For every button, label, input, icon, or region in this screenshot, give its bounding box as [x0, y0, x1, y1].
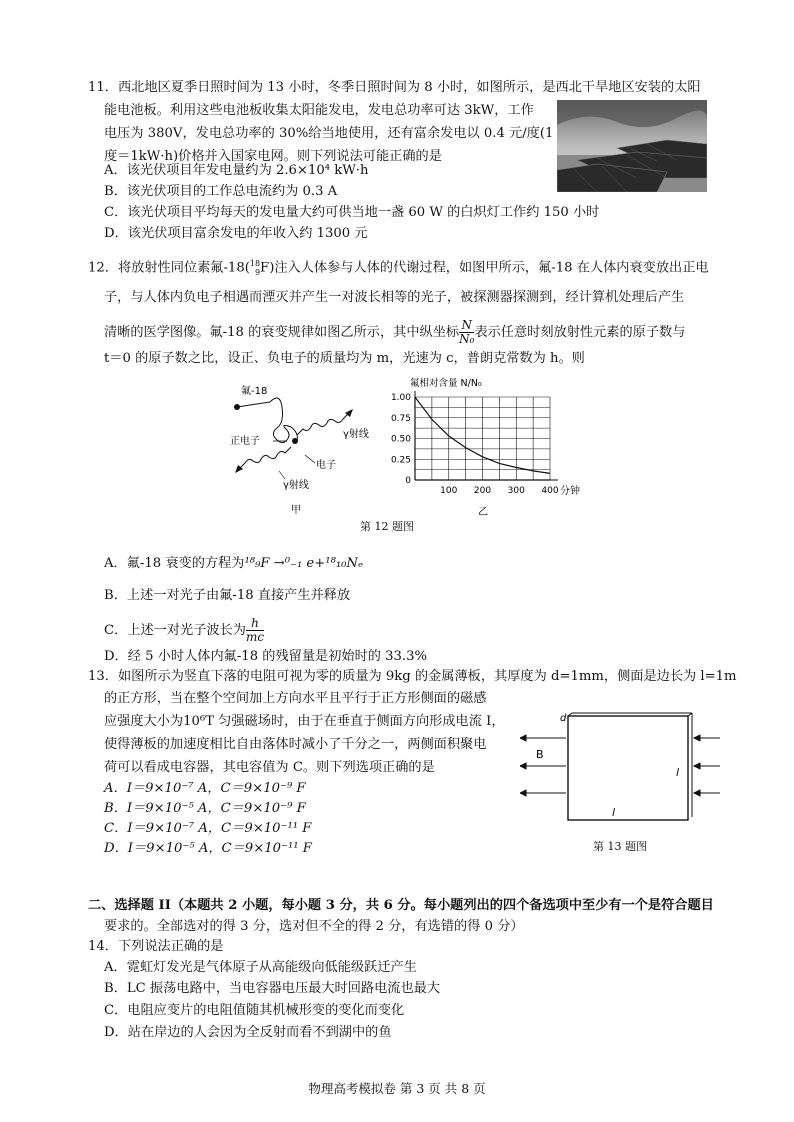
- chart-x-ticks: [440, 486, 559, 496]
- fraction-numerator: N: [459, 319, 474, 333]
- field-arrow-right-2: [694, 763, 700, 769]
- q14-option-d: D．站在岸边的人会因为全反射而看不到湖中的鱼: [104, 1025, 392, 1040]
- fraction-denominator: N₀: [459, 332, 475, 346]
- f18-path: [237, 402, 270, 407]
- q12-line3: [104, 319, 685, 346]
- q11-option-c: C．该光伏项目平均每天的发电量大约可供当地一盏 60 W 的白炽灯工作约 150 小时: [104, 205, 600, 220]
- gamma2-pointer: [279, 471, 285, 479]
- q13-option-c: C．I＝9×10⁻⁷ A，C＝9×10⁻¹¹ F: [104, 821, 312, 836]
- chart-grid: [415, 391, 558, 480]
- positron-track: [270, 398, 297, 443]
- x-tick-label: 300: [507, 486, 525, 496]
- label-yi: 乙: [478, 507, 488, 518]
- iso-symbol: F: [260, 260, 270, 276]
- q11-option-d: D．该光伏项目富余发电的年收入约 1300 元: [104, 226, 368, 241]
- q13-option-a: A．I＝9×10⁻⁷ A，C＝9×10⁻⁹ F: [104, 781, 306, 796]
- q14-option-c: C．电阻应变片的电阻值随其机械形变的变化而变化: [104, 1003, 405, 1018]
- wavelength-fraction: [246, 617, 264, 644]
- q13-line1: 13．如图所示为竖直下落的电阻可视为零的质量为 9kg 的金属薄板，其厚度为 d=1mm，侧面是边长为 l=1m: [88, 669, 737, 684]
- field-arrow-right-1: [694, 735, 700, 741]
- wavelength-denominator: mc: [245, 630, 265, 644]
- y-tick-label: 0.50: [390, 434, 411, 445]
- q11-line2: 能电池板。利用这些电池板收集太阳能发电，发电总功率可达 3kW，工作: [104, 103, 534, 118]
- q13-line2: 的正方形，当在整个空间加上方向水平且平行于正方形侧面的磁感: [104, 691, 487, 706]
- y-tick-label: 0.75: [390, 413, 411, 424]
- metal-plate: [568, 716, 688, 820]
- q12-line4: t＝0 的原子数之比，设正、负电子的质量均为 m，光速为 c，普朗克常数为 h。则: [104, 351, 585, 366]
- q11-line1: 11．西北地区夏季日照时间为 13 小时，冬季日照时间为 8 小时，如图所示，是西北干旱地区安装的太阳: [88, 80, 701, 95]
- y-tick-label: 0: [405, 476, 411, 486]
- field-arrow-right-3: [694, 790, 700, 796]
- iso-number: 9: [254, 268, 261, 277]
- wavelength-numerator: h: [246, 617, 264, 631]
- q11-line4: 度＝1kW·h)价格并入国家电网。则下列说法可能正确的是: [104, 149, 442, 164]
- q12-line2: 子，与人体内负电子相遇而湮灭并产生一对波长相等的光子，被探测器探测到，经计算机处理后产生: [104, 290, 685, 305]
- q12-option-c-text: C．上述一对光子波长为: [104, 623, 246, 638]
- solar-panel-photo: [557, 100, 707, 192]
- iso-mass: 18: [249, 259, 261, 268]
- q13-line3: 应强度大小为10⁶T 匀强磁场时，由于在垂直于侧面方向形成电流 I，: [104, 714, 505, 729]
- label-gamma-1: γ射线: [343, 429, 369, 440]
- plate-diagram: [520, 708, 720, 828]
- q11-option-a: A．该光伏项目年发电量约为 2.6×10⁴ kW·h: [104, 163, 369, 178]
- label-thickness-d: d: [560, 713, 567, 724]
- section2-line1: 二、选择题 II（本题共 2 小题，每小题 3 分，共 6 分。每小题列出的四个备选项中至少有一个是符合题目: [88, 898, 714, 913]
- q14-option-a: A．霓虹灯发光是气体原子从高能级向低能级跃迁产生: [104, 960, 417, 975]
- q13-line5: 荷可以看成电容器，其电容值为 C。则下列选项正确的是: [104, 760, 435, 775]
- label-jia: 甲: [291, 505, 301, 516]
- decay-chart: [375, 375, 595, 520]
- q14-option-b: B．LC 振荡电路中，当电容器电压最大时回路电流也最大: [104, 981, 441, 996]
- annihilation-diagram: [225, 375, 385, 520]
- field-arrow-left-1: [520, 735, 526, 741]
- q12-option-a: [104, 555, 363, 573]
- q12-line1-end: )注入人体参与人体的代谢过程，如图甲所示，氟-18 在人体内衰变放出正电: [269, 260, 709, 276]
- label-side-l-right: l: [676, 766, 680, 779]
- q13-option-b: B．I＝9×10⁻⁵ A，C＝9×10⁻⁹ F: [104, 801, 306, 816]
- q13-line4: 使得薄板的加速度相比自由落体时减小了千分之一，两侧面积聚电: [104, 737, 487, 752]
- q13-figure-caption: 第 13 题图: [593, 840, 647, 853]
- page-footer: 物理高考模拟卷 第 3 页 共 8 页: [308, 1081, 486, 1096]
- q12-figure-caption: 第 12 题图: [360, 520, 414, 533]
- y-tick-label: 1.00: [390, 393, 411, 403]
- q11-line3: 电压为 380V，发电总功率的 30%给当地使用，还有富余发电以 0.4 元/度(1: [104, 126, 554, 141]
- q12-option-d: D．经 5 小时人体内氟-18 的残留量是初始时的 33.3%: [104, 649, 428, 664]
- q14-stem: 14．下列说法正确的是: [88, 939, 224, 954]
- label-f18: 氟-18: [241, 386, 268, 397]
- gamma-wave-down: [237, 447, 291, 471]
- q12-option-a-equation: ¹⁸₉F →⁰₋₁ e+¹⁸₁₀Nₑ: [244, 556, 364, 571]
- q12-option-a-text: A．氟-18 衰变的方程为: [104, 556, 245, 571]
- label-side-l-bottom: l: [612, 806, 616, 819]
- x-tick-label: 100: [440, 486, 458, 496]
- electron-pointer: [305, 455, 315, 463]
- label-field-b: B: [536, 748, 544, 761]
- q13-option-d: D．I＝9×10⁻⁵ A，C＝9×10⁻¹¹ F: [104, 841, 312, 856]
- q12-option-b: B．上述一对光子由氟-18 直接产生并释放: [104, 588, 351, 603]
- ratio-fraction: [459, 319, 474, 346]
- label-positron: 正电子: [230, 436, 260, 447]
- section2-line2: 要求的。全部选对的得 3 分，选对但不全的得 2 分，有选错的得 0 分）: [104, 919, 524, 934]
- q12-line1-start: 12．将放射性同位素氟-18(: [88, 260, 250, 276]
- label-gamma-2: γ射线: [283, 480, 309, 491]
- q12-line3-end: 表示任意时刻放射性元素的原子数与: [474, 325, 686, 340]
- q12-line1: [88, 259, 709, 278]
- q12-line3-start: 清晰的医学图像。氟-18 的衰变规律如图乙所示，其中纵坐标: [104, 325, 460, 340]
- chart-title: 氟相对含量 N/N₀: [410, 378, 482, 389]
- x-tick-label: 200: [473, 486, 492, 496]
- chart-y-ticks: [391, 393, 411, 486]
- field-arrow-left-2: [520, 763, 526, 769]
- label-electron: 电子: [316, 460, 336, 471]
- x-tick-label: 400: [541, 486, 559, 496]
- y-tick-label: 0.25: [390, 455, 411, 466]
- annihilation-point: [292, 438, 298, 444]
- q12-option-c: [104, 617, 264, 644]
- field-arrow-left-3: [520, 790, 526, 796]
- chart-x-label: 分钟: [560, 486, 580, 497]
- q11-option-b: B．该光伏项目的工作总电流约为 0.3 A: [104, 184, 338, 199]
